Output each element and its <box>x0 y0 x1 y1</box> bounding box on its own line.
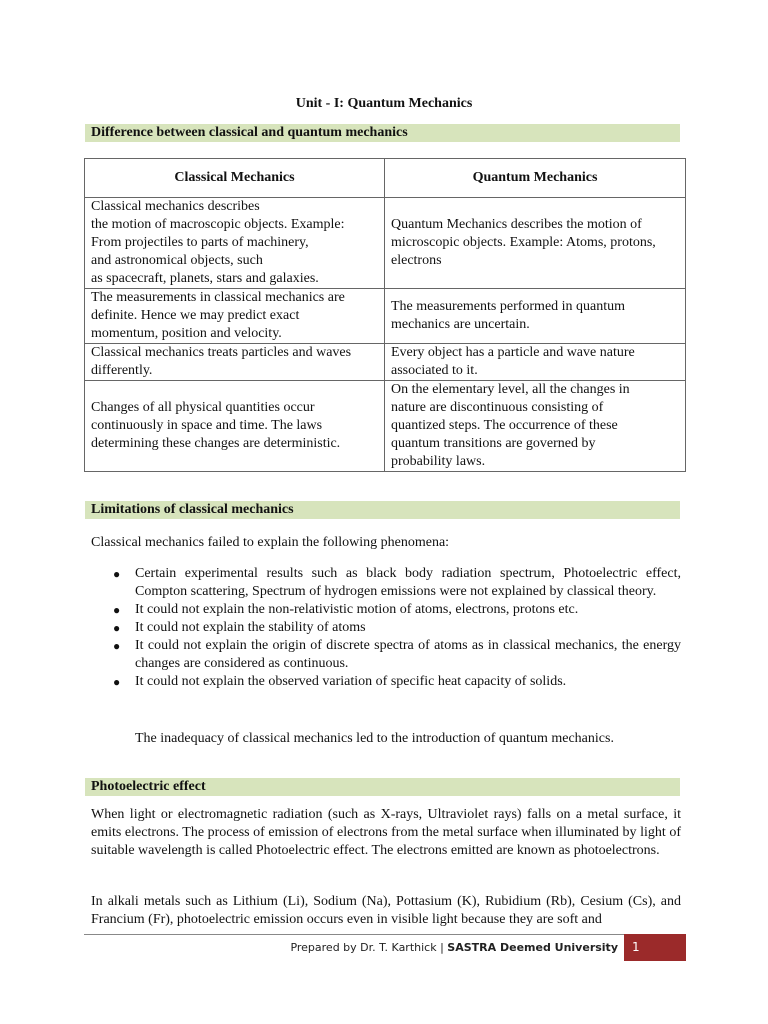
footer-divider <box>84 934 686 935</box>
cell-line: momentum, position and velocity. <box>91 326 282 341</box>
list-item-text: It could not explain the origin of discrete spectra of atoms as in classical mechanics, the energy changes are considered as continuous. <box>135 638 681 671</box>
section-heading-photoelectric: Photoelectric effect <box>85 778 680 796</box>
bullet-icon: ● <box>113 603 121 617</box>
cell-classical <box>85 381 385 472</box>
cell-quantum <box>385 289 686 344</box>
bullet-icon: ● <box>113 621 121 635</box>
list-item <box>91 565 681 601</box>
cell-line: Classical mechanics describes <box>91 199 260 214</box>
photoelectric-paragraph-1: When light or electromagnetic radiation (such as X-rays, Ultraviolet rays) falls on a metal surface, it emits electrons. The process of emission of electrons from the metal surface when illuminated by light of suitable wavelength is called Photoelectric effect. The electrons emitted are known as photoelectrons. <box>91 807 681 858</box>
cell-line: The measurements performed in quantum <box>391 299 626 314</box>
section-heading-limitations: Limitations of classical mechanics <box>85 501 680 519</box>
page-title: Unit - I: Quantum Mechanics <box>295 96 473 111</box>
cell-line: determining these changes are deterministic. <box>91 436 341 451</box>
list-item <box>91 619 681 637</box>
table-row <box>85 381 686 472</box>
cell-classical <box>85 198 385 289</box>
cell-line: quantized steps. The occurrence of these <box>391 418 618 433</box>
footer-institution: SASTRA Deemed University <box>447 941 618 954</box>
footer-credit <box>200 940 618 956</box>
cell-quantum <box>385 198 686 289</box>
header-quantum: Quantum Mechanics <box>385 159 686 198</box>
list-item <box>91 637 681 673</box>
comparison-table <box>84 158 686 472</box>
cell-line: associated to it. <box>391 363 478 378</box>
list-item <box>91 601 681 619</box>
bullet-icon: ● <box>113 675 121 689</box>
cell-line: as spacecraft, planets, stars and galaxies. <box>91 271 319 286</box>
cell-line: continuously in space and time. The laws <box>91 418 323 433</box>
cell-line: and astronomical objects, such <box>91 253 263 268</box>
cell-line: nature are discontinuous consisting of <box>391 400 604 415</box>
table-row <box>85 289 686 344</box>
list-item-text: It could not explain the observed variation of specific heat capacity of solids. <box>135 674 567 689</box>
limitations-list <box>91 565 681 691</box>
table-row <box>85 198 686 289</box>
cell-quantum <box>385 381 686 472</box>
section-heading-differences: Difference between classical and quantum mechanics <box>85 124 680 142</box>
table-header-row <box>85 159 686 198</box>
header-classical: Classical Mechanics <box>85 159 385 198</box>
cell-classical <box>85 289 385 344</box>
cell-line: mechanics are uncertain. <box>391 317 530 332</box>
limitations-conclusion: The inadequacy of classical mechanics led to the introduction of quantum mechanics. <box>135 731 614 746</box>
cell-classical <box>85 344 385 381</box>
bullet-icon: ● <box>113 567 121 581</box>
footer-author: Prepared by Dr. T. Karthick | <box>290 941 448 954</box>
cell-line: probability laws. <box>391 454 486 469</box>
cell-line: quantum transitions are governed by <box>391 436 596 451</box>
list-item-text: It could not explain the non-relativistic motion of atoms, electrons, protons etc. <box>135 602 579 617</box>
page-number: 1 <box>624 934 686 961</box>
bullet-icon: ● <box>113 639 121 653</box>
cell-line: The measurements in classical mechanics are <box>91 290 345 305</box>
photoelectric-paragraph-2: In alkali metals such as Lithium (Li), Sodium (Na), Pottasium (K), Rubidium (Rb), Cesium (Cs), and Francium (Fr), photoelectric emission occurs even in visible light because they are soft and <box>91 894 681 927</box>
cell-line: Quantum Mechanics describes the motion of <box>391 217 642 232</box>
list-item <box>91 673 681 691</box>
cell-line: definite. Hence we may predict exact <box>91 308 300 323</box>
cell-line: Every object has a particle and wave nature <box>391 345 635 360</box>
cell-line: From projectiles to parts of machinery, <box>91 235 309 250</box>
cell-line: the motion of macroscopic objects. Example: <box>91 217 345 232</box>
list-item-text: Certain experimental results such as black body radiation spectrum, Photoelectric effect, Compton scattering, Spectrum of hydrogen emissions were not explained by classical theory. <box>135 566 681 599</box>
table-row <box>85 344 686 381</box>
cell-quantum <box>385 344 686 381</box>
cell-line: electrons <box>391 253 442 268</box>
cell-line: Classical mechanics treats particles and waves <box>91 345 352 360</box>
list-item-text: It could not explain the stability of atoms <box>135 620 366 635</box>
cell-line: differently. <box>91 363 153 378</box>
cell-line: On the elementary level, all the changes in <box>391 382 630 397</box>
limitations-intro: Classical mechanics failed to explain the following phenomena: <box>91 535 450 550</box>
cell-line: microscopic objects. Example: Atoms, protons, <box>391 235 656 250</box>
cell-line: Changes of all physical quantities occur <box>91 400 315 415</box>
